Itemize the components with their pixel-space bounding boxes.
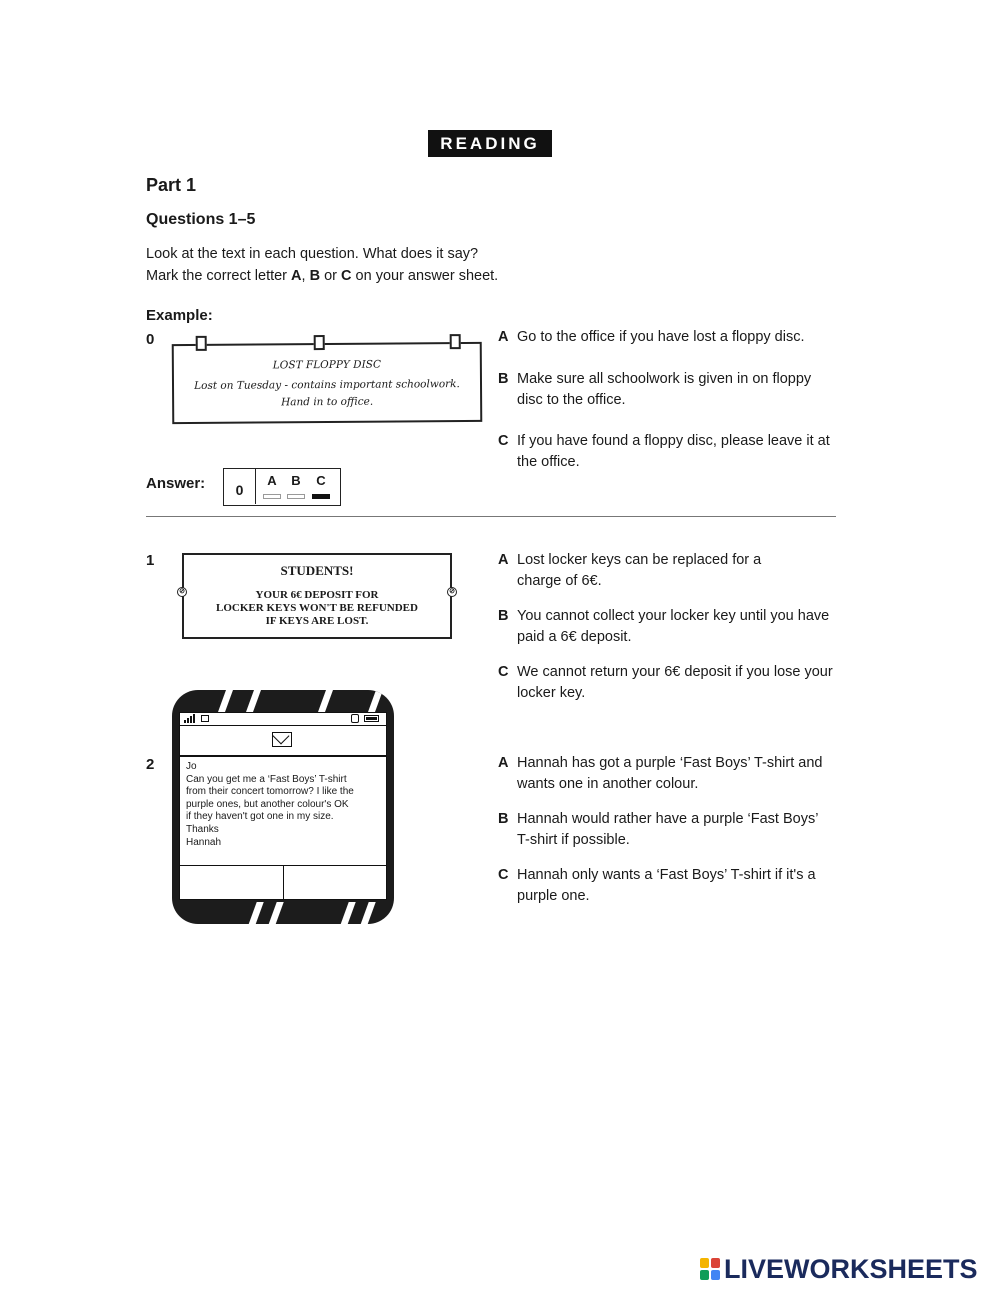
option-text: Make sure all schoolwork is given in on floppy disc to the office. (517, 371, 812, 408)
example-option-a (498, 327, 843, 348)
notice-line: IF KEYS ARE LOST. (265, 615, 369, 627)
sim-icon (201, 715, 209, 722)
notice-line: Hand in to office. (281, 395, 374, 409)
option-text: Go to the office if you have lost a floppy disc. (517, 329, 805, 345)
option-letter: C (498, 433, 509, 449)
instruction-line-1: Look at the text in each question. What does it say? (146, 246, 479, 262)
liveworksheets-logo (700, 1254, 990, 1286)
option-letter: C (498, 664, 509, 680)
instruction-text: Mark the correct letter (146, 268, 292, 284)
stripe (245, 690, 261, 714)
logo-mark-icon (700, 1258, 722, 1282)
answer-mark-a[interactable] (263, 494, 281, 499)
students-notice (179, 553, 455, 639)
answer-letter-b: B (291, 473, 301, 488)
answer-grid (223, 468, 341, 506)
question-1-option-a[interactable] (498, 550, 808, 592)
battery-icon (364, 715, 379, 722)
softkeys (180, 865, 386, 899)
option-letter: B (498, 608, 509, 624)
question-2-option-b[interactable] (498, 809, 818, 851)
stripe (247, 902, 263, 924)
section-divider (146, 516, 836, 517)
pin-icon (450, 334, 461, 349)
option-letter: A (498, 329, 509, 345)
instruction-sep: , (301, 268, 310, 284)
option-letter: A (498, 552, 509, 568)
screen-divider (180, 755, 386, 757)
screw-icon: ⊘ (177, 587, 187, 597)
option-letter: C (498, 867, 509, 883)
pin-icon (196, 336, 207, 351)
instruction-text: on your answer sheet. (351, 268, 499, 284)
stripe (359, 902, 375, 924)
logo-square (700, 1258, 709, 1268)
instruction-letter-b: B (309, 268, 321, 284)
example-notice (172, 342, 483, 424)
option-text: Hannah has got a purple ‘Fast Boys’ T-shirt and wants one in another colour. (517, 755, 823, 792)
text-message: Jo Can you get me a ‘Fast Boys’ T-shirt from their concert tomorrow? I like the purple ones, but another colour's OK if they haven't got one in my size. Thanks Hannah (186, 761, 354, 848)
question-2-option-c[interactable] (498, 865, 843, 907)
answer-letter-c: C (316, 473, 326, 488)
pin-icon (314, 335, 325, 350)
part-title: Part 1 (146, 175, 197, 195)
stripe (217, 690, 233, 714)
question-2-option-a[interactable] (498, 753, 833, 795)
notice-line: Lost on Tuesday - contains important schoolwork. (194, 378, 460, 392)
logo-square (711, 1258, 720, 1268)
answer-label: Answer: (146, 475, 206, 492)
option-text: We cannot return your 6€ deposit if you lose your locker key. (517, 664, 833, 701)
option-text: Lost locker keys can be replaced for a charge of 6€. (517, 552, 762, 589)
questions-title: Questions 1–5 (146, 211, 256, 228)
question-1-option-c[interactable] (498, 662, 843, 704)
phone-screen (179, 712, 387, 900)
answer-mark-b[interactable] (287, 494, 305, 499)
left-softkey (180, 866, 283, 899)
logo-square (711, 1270, 720, 1280)
instruction-letter-a: A (291, 268, 302, 284)
envelope-icon (272, 732, 292, 747)
example-number: 0 (146, 331, 155, 348)
instruction-line-2 (146, 268, 498, 284)
answer-number: 0 (224, 469, 256, 504)
example-option-c (498, 431, 843, 473)
stripe (367, 690, 383, 714)
example-label: Example: (146, 307, 213, 324)
stripe (267, 902, 283, 924)
stripe (317, 690, 333, 714)
question-2-number: 2 (146, 756, 155, 773)
mobile-phone (172, 690, 394, 924)
option-letter: B (498, 371, 509, 387)
instruction-sep: or (320, 268, 342, 284)
stripe (339, 902, 355, 924)
question-1-number: 1 (146, 552, 155, 569)
option-letter: B (498, 811, 509, 827)
right-softkey (283, 866, 386, 899)
option-text: If you have found a floppy disc, please leave it at the office. (517, 433, 830, 470)
signal-icon (184, 705, 196, 723)
answer-mark-c[interactable] (312, 494, 330, 499)
option-text: You cannot collect your locker key until you have paid a 6€ deposit. (517, 608, 830, 645)
section-banner: READING (428, 130, 552, 157)
option-text: Hannah would rather have a purple ‘Fast Boys’ T-shirt if possible. (517, 811, 818, 848)
question-1-option-b[interactable] (498, 606, 838, 648)
notice-title: STUDENTS! (280, 563, 354, 578)
handset-icon (351, 714, 359, 723)
instruction-letter-c: C (341, 268, 352, 284)
option-text: Hannah only wants a ‘Fast Boys’ T-shirt if it's a purple one. (517, 867, 816, 904)
example-option-b (498, 369, 818, 411)
answer-letter-a: A (267, 473, 277, 488)
status-bar (180, 713, 386, 726)
screw-icon: ⊘ (447, 587, 457, 597)
notice-line: LOCKER KEYS WON'T BE REFUNDED (216, 602, 418, 614)
option-letter: A (498, 755, 509, 771)
notice-line: YOUR 6€ DEPOSIT FOR (255, 589, 379, 601)
logo-square (700, 1270, 709, 1280)
logo-text: LIVEWORKSHEETS (724, 1254, 978, 1284)
notice-title: LOST FLOPPY DISC (272, 358, 382, 372)
